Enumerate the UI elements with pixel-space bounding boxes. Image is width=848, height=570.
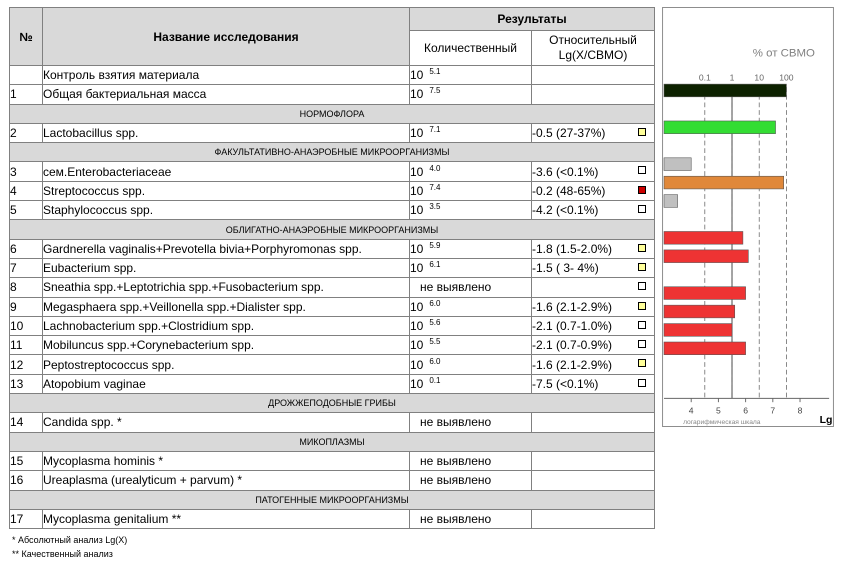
quantitative-value bbox=[410, 239, 532, 258]
row-number: 5 bbox=[10, 201, 43, 220]
table-row bbox=[10, 374, 655, 393]
section-row bbox=[10, 394, 655, 413]
axis-unit-label: Lg bbox=[819, 414, 833, 427]
relative-value bbox=[532, 239, 655, 258]
relative-text: -1.8 (1.5-2.0%) bbox=[532, 241, 613, 256]
relative-value bbox=[532, 336, 655, 355]
base-ten: 10 bbox=[410, 338, 424, 353]
col-rel-header bbox=[532, 31, 655, 66]
base-ten: 10 bbox=[410, 126, 424, 141]
relative-text: -7.5 (<0.1%) bbox=[532, 376, 599, 391]
chart-bar bbox=[664, 176, 784, 189]
table-row bbox=[10, 85, 655, 104]
exponent: 6.0 bbox=[429, 298, 441, 308]
top-tick-label: 1 bbox=[729, 72, 735, 83]
rel-indicator-box bbox=[638, 186, 646, 194]
col-rel-line1: Относительный bbox=[549, 33, 637, 47]
section-row bbox=[10, 432, 655, 451]
base-ten: 10 bbox=[410, 183, 424, 198]
rel-indicator-box bbox=[638, 282, 646, 290]
relative-value bbox=[532, 413, 655, 432]
row-number: 11 bbox=[10, 336, 43, 355]
table-row bbox=[10, 413, 655, 432]
rel-indicator-box bbox=[638, 379, 646, 387]
relative-value bbox=[532, 471, 655, 490]
results-body bbox=[10, 66, 655, 529]
col-results-header: Результаты bbox=[410, 8, 655, 31]
exponent: 7.1 bbox=[429, 125, 441, 135]
test-name: Mobiluncus spp.+Corynebacterium spp. bbox=[43, 336, 410, 355]
quantitative-value bbox=[410, 201, 532, 220]
row-number: 6 bbox=[10, 239, 43, 258]
rel-indicator-box bbox=[638, 244, 646, 252]
base-ten: 10 bbox=[410, 164, 424, 179]
test-name: Atopobium vaginae bbox=[43, 374, 410, 393]
quantitative-value bbox=[410, 278, 532, 297]
section-row bbox=[10, 143, 655, 162]
section-row bbox=[10, 104, 655, 123]
chart-bar bbox=[664, 231, 743, 244]
relative-text: -4.2 (<0.1%) bbox=[532, 203, 599, 218]
base-ten: 10 bbox=[410, 261, 424, 276]
exponent: 5.1 bbox=[429, 67, 441, 77]
chart-bar bbox=[664, 342, 746, 355]
test-name: сем.Enterobacteriaceae bbox=[43, 162, 410, 181]
test-name: Lactobacillus spp. bbox=[43, 123, 410, 142]
section-row bbox=[10, 490, 655, 509]
relative-text: -1.5 ( 3- 4%) bbox=[532, 261, 599, 276]
exponent: 3.5 bbox=[429, 202, 441, 212]
quantitative-value bbox=[410, 181, 532, 200]
test-name: Общая бактериальная масса bbox=[43, 85, 410, 104]
test-name: Streptococcus spp. bbox=[43, 181, 410, 200]
rel-indicator-box bbox=[638, 263, 646, 271]
relative-text: -2.1 (0.7-1.0%) bbox=[532, 319, 613, 333]
relative-value bbox=[532, 278, 655, 297]
quantitative-value bbox=[410, 451, 532, 470]
table-row bbox=[10, 181, 655, 200]
quantitative-value bbox=[410, 85, 532, 104]
col-num-header: № bbox=[10, 8, 43, 66]
base-ten: 10 bbox=[410, 87, 424, 102]
base-ten: 10 bbox=[410, 241, 424, 256]
base-ten: 10 bbox=[410, 299, 424, 314]
table-row bbox=[10, 201, 655, 220]
table-row bbox=[10, 239, 655, 258]
base-ten: 10 bbox=[410, 376, 424, 391]
table-row bbox=[10, 355, 655, 374]
quantitative-value bbox=[410, 66, 532, 85]
base-ten: 10 bbox=[410, 319, 424, 333]
test-name: Peptostreptococcus spp. bbox=[43, 355, 410, 374]
section-label: ДРОЖЖЕПОДОБНЫЕ ГРИБЫ bbox=[10, 394, 655, 413]
log-scale-chart bbox=[658, 7, 838, 427]
chart-bar bbox=[664, 158, 691, 171]
relative-value bbox=[532, 297, 655, 316]
base-ten: 10 bbox=[410, 68, 424, 83]
chart-bar bbox=[664, 305, 735, 318]
x-tick-label: 6 bbox=[743, 405, 749, 416]
quantitative-value bbox=[410, 374, 532, 393]
not-detected-label: не выявлено bbox=[420, 454, 492, 469]
table-row bbox=[10, 278, 655, 297]
footnote-2: ** Качественный анализ bbox=[12, 549, 113, 559]
exponent: 5.5 bbox=[429, 337, 441, 347]
exponent: 5.6 bbox=[429, 318, 441, 327]
rel-indicator-box bbox=[638, 128, 646, 136]
relative-value bbox=[532, 509, 655, 528]
section-label: ФАКУЛЬТАТИВНО-АНАЭРОБНЫЕ МИКРООРГАНИЗМЫ bbox=[10, 143, 655, 162]
row-number: 3 bbox=[10, 162, 43, 181]
section-label: ОБЛИГАТНО-АНАЭРОБНЫЕ МИКРООРГАНИЗМЫ bbox=[10, 220, 655, 239]
results-table bbox=[9, 7, 655, 529]
table-row bbox=[10, 123, 655, 142]
section-label: ПАТОГЕННЫЕ МИКРООРГАНИЗМЫ bbox=[10, 490, 655, 509]
chart-bar bbox=[664, 195, 678, 208]
row-number: 1 bbox=[10, 85, 43, 104]
quantitative-value bbox=[410, 297, 532, 316]
relative-text: -1.6 (2.1-2.9%) bbox=[532, 299, 613, 314]
table-row bbox=[10, 509, 655, 528]
exponent: 6.1 bbox=[429, 260, 441, 270]
row-number: 17 bbox=[10, 509, 43, 528]
section-label: МИКОПЛАЗМЫ bbox=[10, 432, 655, 451]
relative-value bbox=[532, 201, 655, 220]
test-name: Eubacterium spp. bbox=[43, 258, 410, 277]
rel-indicator-box bbox=[638, 205, 646, 213]
row-number: 10 bbox=[10, 316, 43, 335]
top-tick-label: 100 bbox=[779, 72, 794, 83]
row-number: 2 bbox=[10, 123, 43, 142]
relative-text: -0.2 (48-65%) bbox=[532, 183, 606, 198]
rel-indicator-box bbox=[638, 302, 646, 310]
chart-title: % от СВМО bbox=[752, 47, 815, 60]
top-tick-label: 0.1 bbox=[698, 72, 711, 83]
relative-value bbox=[532, 374, 655, 393]
not-detected-label: не выявлено bbox=[420, 511, 492, 526]
table-row bbox=[10, 297, 655, 316]
rel-indicator-box bbox=[638, 321, 646, 329]
not-detected-label: не выявлено bbox=[420, 415, 492, 430]
x-tick-label: 8 bbox=[797, 405, 803, 416]
test-name: Контроль взятия материала bbox=[43, 66, 410, 85]
x-axis-label: логарифмическая шкала bbox=[683, 419, 761, 427]
section-row bbox=[10, 220, 655, 239]
test-name: Gardnerella vaginalis+Prevotella bivia+Porphyromonas spp. bbox=[43, 239, 410, 258]
relative-value bbox=[532, 355, 655, 374]
not-detected-label: не выявлено bbox=[420, 280, 492, 295]
chart-bar bbox=[664, 121, 776, 134]
top-tick-label: 10 bbox=[754, 72, 764, 83]
table-row bbox=[10, 336, 655, 355]
relative-text: -1.6 (2.1-2.9%) bbox=[532, 357, 613, 372]
relative-text: -0.5 (27-37%) bbox=[532, 126, 606, 141]
relative-value bbox=[532, 85, 655, 104]
table-row bbox=[10, 316, 655, 335]
quantitative-value bbox=[410, 316, 532, 335]
exponent: 4.0 bbox=[429, 163, 441, 173]
test-name: Megasphaera spp.+Veillonella spp.+Dialister spp. bbox=[43, 297, 410, 316]
relative-text: -2.1 (0.7-0.9%) bbox=[532, 338, 613, 353]
row-number: 9 bbox=[10, 297, 43, 316]
test-name: Lachnobacterium spp.+Clostridium spp. bbox=[43, 316, 410, 335]
relative-value bbox=[532, 316, 655, 335]
quantitative-value bbox=[410, 471, 532, 490]
quantitative-value bbox=[410, 162, 532, 181]
base-ten: 10 bbox=[410, 203, 424, 218]
quantitative-value bbox=[410, 355, 532, 374]
row-number: 13 bbox=[10, 374, 43, 393]
col-quant-header: Количественный bbox=[410, 31, 532, 66]
relative-value bbox=[532, 451, 655, 470]
test-name: Mycoplasma genitalium ** bbox=[43, 509, 410, 528]
quantitative-value bbox=[410, 413, 532, 432]
relative-value bbox=[532, 66, 655, 85]
relative-text: -3.6 (<0.1%) bbox=[532, 164, 599, 179]
test-name: Candida spp. * bbox=[43, 413, 410, 432]
exponent: 6.0 bbox=[429, 356, 441, 366]
chart-bar bbox=[664, 287, 746, 300]
relative-value bbox=[532, 123, 655, 142]
row-number: 7 bbox=[10, 258, 43, 277]
test-name: Sneathia spp.+Leptotrichia spp.+Fusobacterium spp. bbox=[43, 278, 410, 297]
table-row bbox=[10, 451, 655, 470]
test-name: Ureaplasma (urealyticum + parvum) * bbox=[43, 471, 410, 490]
col-name-header: Название исследования bbox=[43, 8, 410, 66]
row-number: 4 bbox=[10, 181, 43, 200]
row-number: 14 bbox=[10, 413, 43, 432]
rel-indicator-box bbox=[638, 359, 646, 367]
row-number: 15 bbox=[10, 451, 43, 470]
row-number: 12 bbox=[10, 355, 43, 374]
quantitative-value bbox=[410, 336, 532, 355]
base-ten: 10 bbox=[410, 357, 424, 372]
test-name: Mycoplasma hominis * bbox=[43, 451, 410, 470]
row-number: 8 bbox=[10, 278, 43, 297]
section-label: НОРМОФЛОРА bbox=[10, 104, 655, 123]
quantitative-value bbox=[410, 258, 532, 277]
quantitative-value bbox=[410, 509, 532, 528]
chart-bar bbox=[664, 250, 748, 263]
col-rel-line2: Lg(X/СВМО) bbox=[558, 48, 628, 62]
exponent: 7.4 bbox=[429, 182, 441, 192]
x-tick-label: 4 bbox=[688, 405, 694, 416]
relative-value bbox=[532, 181, 655, 200]
exponent: 0.1 bbox=[429, 375, 441, 385]
chart-bar bbox=[664, 84, 786, 97]
exponent: 7.5 bbox=[429, 86, 441, 96]
rel-indicator-box bbox=[638, 166, 646, 174]
relative-value bbox=[532, 258, 655, 277]
rel-indicator-box bbox=[638, 340, 646, 348]
row-number bbox=[10, 66, 43, 85]
test-name: Staphylococcus spp. bbox=[43, 201, 410, 220]
table-row bbox=[10, 162, 655, 181]
exponent: 5.9 bbox=[429, 240, 441, 250]
x-tick-label: 7 bbox=[770, 405, 776, 416]
relative-value bbox=[532, 162, 655, 181]
x-tick-label: 5 bbox=[716, 405, 721, 416]
table-row bbox=[10, 66, 655, 85]
chart-frame bbox=[663, 7, 834, 426]
quantitative-value bbox=[410, 123, 532, 142]
row-number: 16 bbox=[10, 471, 43, 490]
table-row bbox=[10, 258, 655, 277]
table-row bbox=[10, 471, 655, 490]
footnote-1: * Абсолютный анализ Lg(X) bbox=[12, 535, 128, 545]
chart-bar bbox=[664, 324, 732, 337]
not-detected-label: не выявлено bbox=[420, 473, 492, 488]
